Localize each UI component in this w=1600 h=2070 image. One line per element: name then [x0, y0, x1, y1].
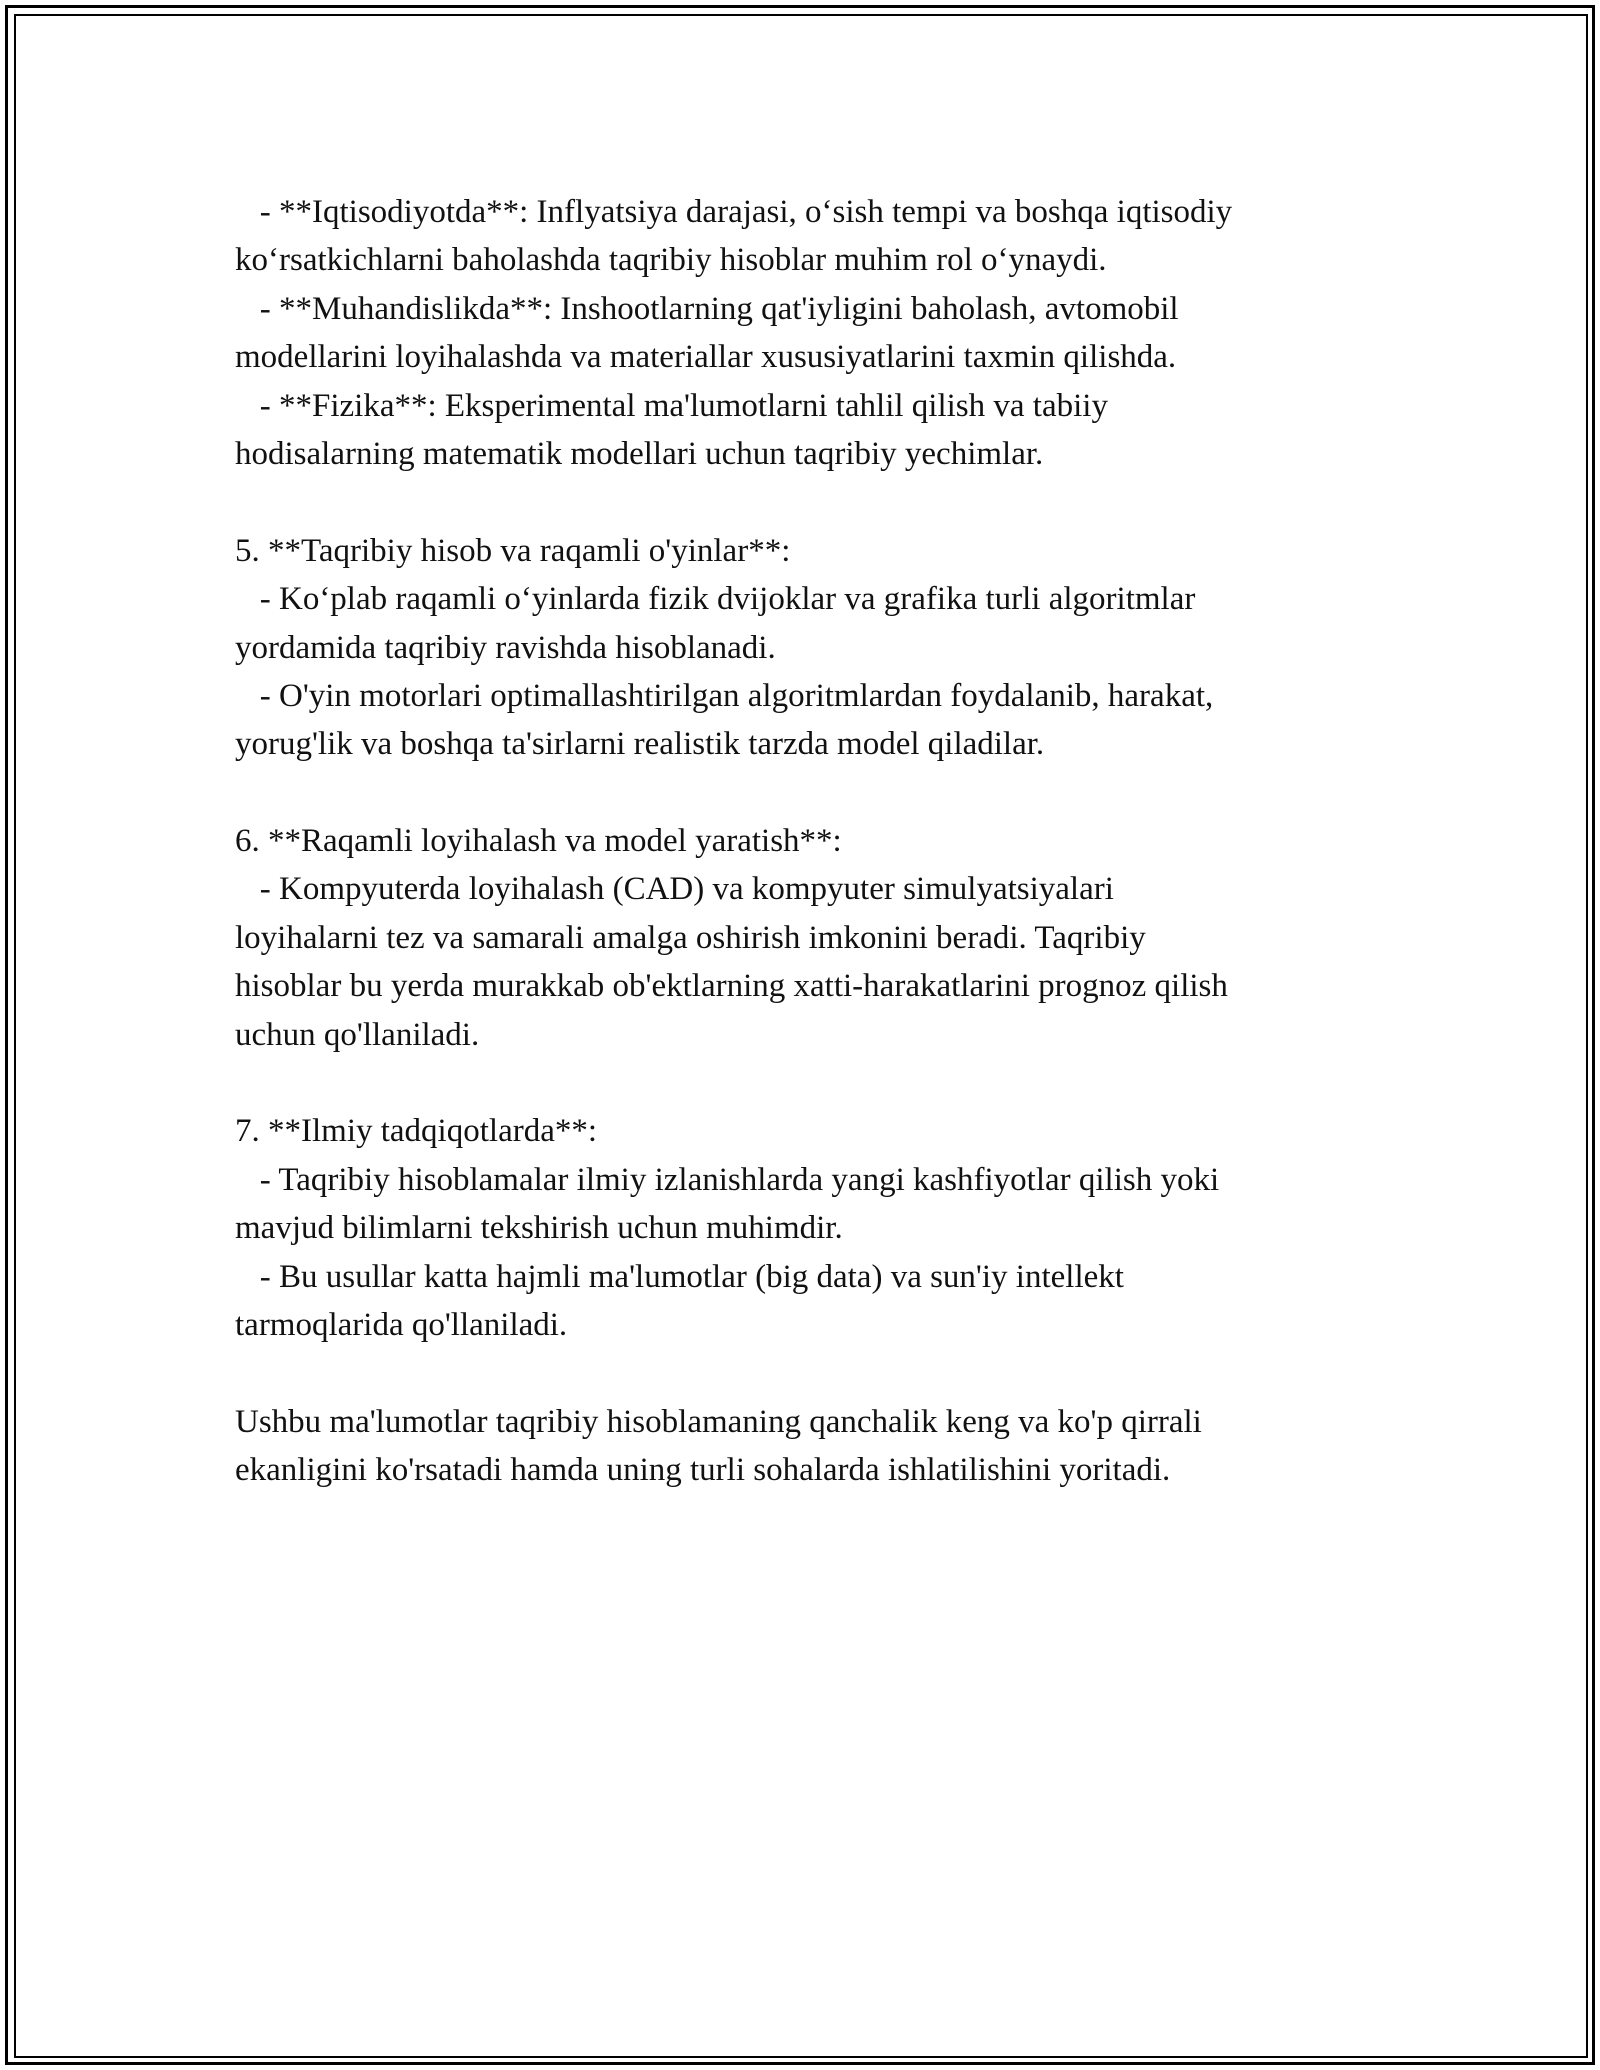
text-line: - Bu usullar katta hajmli ma'lumotlar (big data) va sun'iy intellekt: [235, 1258, 1124, 1295]
section-7-research: [235, 1107, 1365, 1349]
text-line: mavjud bilimlarni tekshirish uchun muhimdir.: [235, 1210, 843, 1247]
text-line: yorug'lik va boshqa ta'sirlarni realistik tarzda model qiladilar.: [235, 726, 1045, 763]
section-heading: 6. **Raqamli loyihalash va model yaratish**:: [235, 823, 842, 860]
text-line: uchun qo'llaniladi.: [235, 1016, 480, 1053]
paragraph-gap: [235, 769, 1365, 817]
text-line: hodisalarning matematik modellari uchun taqribiy yechimlar.: [235, 435, 1044, 472]
text-line: Ushbu ma'lumotlar taqribiy hisoblamaning qanchalik keng va ko'p qirrali: [235, 1403, 1202, 1440]
text-line: - O'yin motorlari optimallashtirilgan algoritmlardan foydalanib, harakat,: [235, 677, 1214, 714]
document-body: [235, 188, 1365, 1495]
section-6-design: [235, 817, 1365, 1059]
section-heading: 7. **Ilmiy tadqiqotlarda**:: [235, 1113, 598, 1150]
section-applications: [235, 188, 1365, 478]
text-line: ko‘rsatkichlarni baholashda taqribiy hisoblar muhim rol o‘ynaydi.: [235, 242, 1107, 279]
text-line: modellarini loyihalashda va materiallar xususiyatlarini taxmin qilishda.: [235, 339, 1177, 376]
text-line: - **Iqtisodiyotda**: Inflyatsiya darajasi, o‘sish tempi va boshqa iqtisodiy: [235, 194, 1233, 230]
text-line: - Ko‘plab raqamli o‘yinlarda fizik dvijoklar va grafika turli algoritmlar: [235, 581, 1196, 618]
text-line: ekanligini ko'rsatadi hamda uning turli sohalarda ishlatilishini yoritadi.: [235, 1452, 1171, 1489]
text-line: - **Muhandislikda**: Inshootlarning qat'iyligini baholash, avtomobil: [235, 290, 1179, 327]
paragraph-gap: [235, 478, 1365, 526]
paragraph-gap: [235, 1059, 1365, 1107]
text-line: loyihalarni tez va samarali amalga oshirish imkonini beradi. Taqribiy: [235, 919, 1146, 956]
section-5-games: [235, 527, 1365, 769]
conclusion-paragraph: [235, 1398, 1365, 1495]
text-line: - Taqribiy hisoblamalar ilmiy izlanishlarda yangi kashfiyotlar qilish yoki: [235, 1161, 1220, 1198]
text-line: - Kompyuterda loyihalash (CAD) va kompyuter simulyatsiyalari: [235, 871, 1114, 908]
section-heading: 5. **Taqribiy hisob va raqamli o'yinlar**:: [235, 532, 791, 569]
text-line: hisoblar bu yerda murakkab ob'ektlarning xatti-harakatlarini prognoz qilish: [235, 968, 1228, 1005]
text-line: yordamida taqribiy ravishda hisoblanadi.: [235, 629, 776, 666]
text-line: - **Fizika**: Eksperimental ma'lumotlarni tahlil qilish va tabiiy: [235, 387, 1108, 424]
paragraph-gap: [235, 1349, 1365, 1397]
text-line: tarmoqlarida qo'llaniladi.: [235, 1306, 568, 1343]
